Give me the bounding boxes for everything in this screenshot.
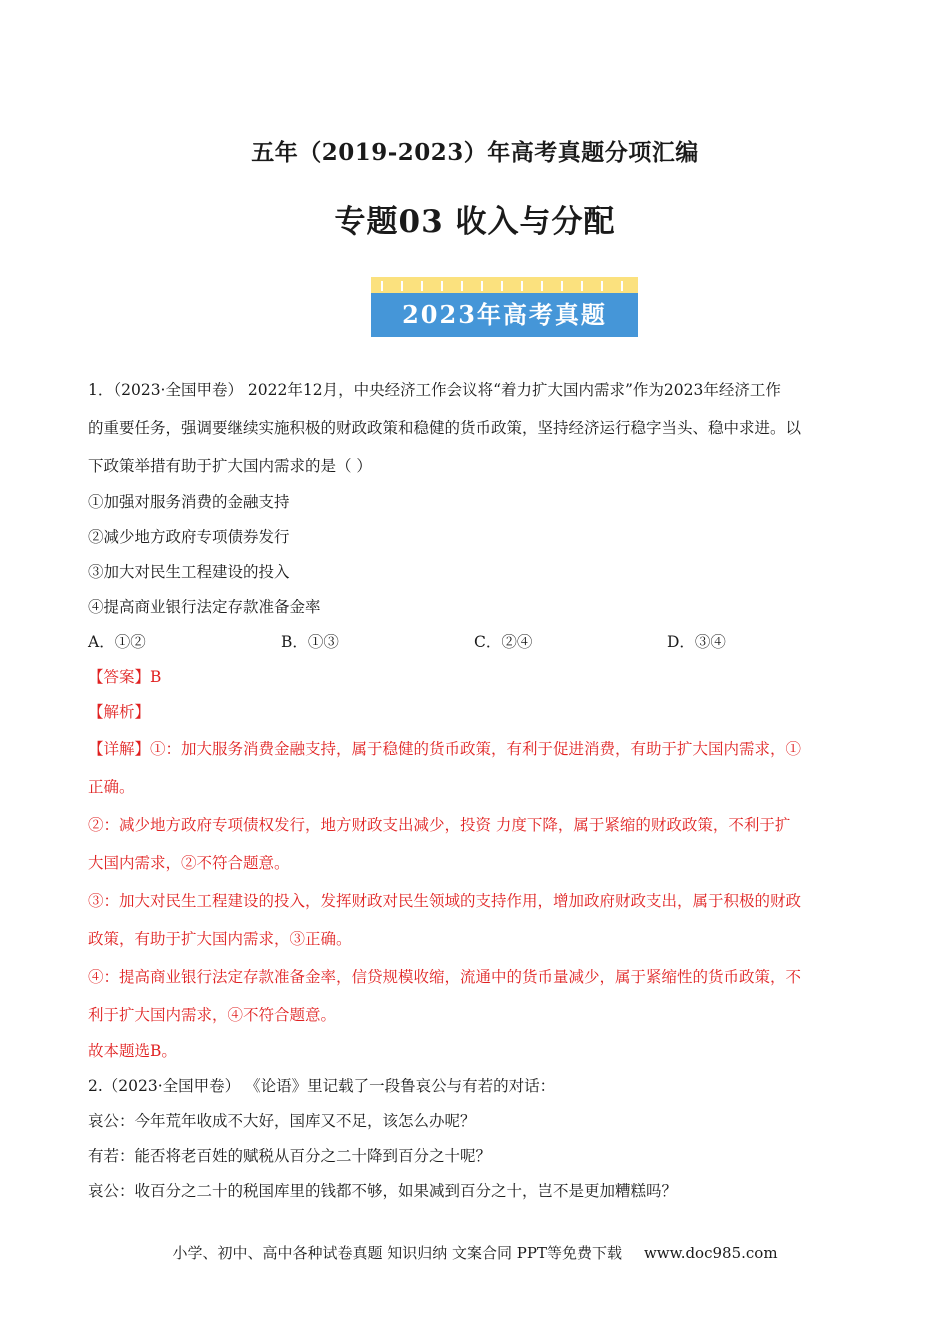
q1-detail-line: 大国内需求，②不符合题意。 <box>88 854 290 872</box>
banner-label: 2023年高考真题 <box>371 293 638 337</box>
banner-binding-strip <box>371 277 638 293</box>
q1-item: ④提高商业银行法定存款准备金率 <box>88 598 321 616</box>
q1-options <box>88 625 860 660</box>
q1-detail-line: 正确。 <box>88 778 135 796</box>
topic-title: 专题03 收入与分配 <box>334 204 616 240</box>
q1-item: ②减少地方政府专项债券发行 <box>88 528 290 546</box>
q1-detail-line: ④：提高商业银行法定存款准备金率，信贷规模收缩，流通中的货币量减少，属于紧缩性的货币政策，不 <box>88 968 802 986</box>
option-d: D．③④ <box>667 633 726 651</box>
q1-stem-line: 1．（2023·全国甲卷） 2022年12月，中央经济工作会议将“着力扩大国内需求”作为2023年经济工作 <box>88 381 781 399</box>
q1-detail-line: ②：减少地方政府专项债权发行，地方财政支出减少，投资 力度下降，属于紧缩的财政政策，不利于扩 <box>88 816 791 834</box>
q1-analysis-label: 【解析】 <box>88 703 151 721</box>
section-banner <box>371 277 638 337</box>
series-title: 五年（2019-2023）年高考真题分项汇编 <box>251 139 699 166</box>
q1-item: ③加大对民生工程建设的投入 <box>88 563 290 581</box>
footer-text: 小学、初中、高中各种试卷真题 知识归纳 文案合同 PPT等免费下载 <box>172 1244 622 1262</box>
footer-site-link[interactable]: www.doc985.com <box>643 1244 778 1262</box>
q1-conclusion: 故本题选B。 <box>88 1042 177 1060</box>
question-content <box>88 371 860 1209</box>
q1-detail-line: 政策，有助于扩大国内需求，③正确。 <box>88 930 352 948</box>
q2-stem-line: 哀公：今年荒年收成不大好，国库又不足，该怎么办呢？ <box>88 1112 476 1130</box>
q1-detail-line: ③：加大对民生工程建设的投入，发挥财政对民生领域的支持作用，增加政府财政支出，属于积极的财政 <box>88 892 802 910</box>
option-a: A．①② <box>88 633 146 651</box>
option-b: B．①③ <box>281 633 339 651</box>
q1-item: ①加强对服务消费的金融支持 <box>88 493 290 511</box>
q1-detail-line: 利于扩大国内需求，④不符合题意。 <box>88 1006 337 1024</box>
q2-stem-line: 有若：能否将老百姓的赋税从百分之二十降到百分之十呢？ <box>88 1147 492 1165</box>
q1-stem-line: 下政策举措有助于扩大国内需求的是（ ） <box>88 457 372 475</box>
option-c: C．②④ <box>474 633 533 651</box>
q1-answer: 【答案】B <box>88 668 162 686</box>
q1-detail-line: 【详解】①：加大服务消费金融支持，属于稳健的货币政策，有利于促进消费，有助于扩大国内需求，① <box>88 740 802 758</box>
page-footer <box>0 1242 950 1263</box>
q1-stem-line: 的重要任务，强调要继续实施积极的财政政策和稳健的货币政策，坚持经济运行稳字当头、稳中求进。以 <box>88 419 802 437</box>
q2-stem-line: 哀公：收百分之二十的税国库里的钱都不够，如果减到百分之十，岂不是更加糟糕吗？ <box>88 1182 678 1200</box>
q2-stem-line: 2.（2023·全国甲卷） 《论语》里记载了一段鲁哀公与有若的对话： <box>88 1077 556 1095</box>
